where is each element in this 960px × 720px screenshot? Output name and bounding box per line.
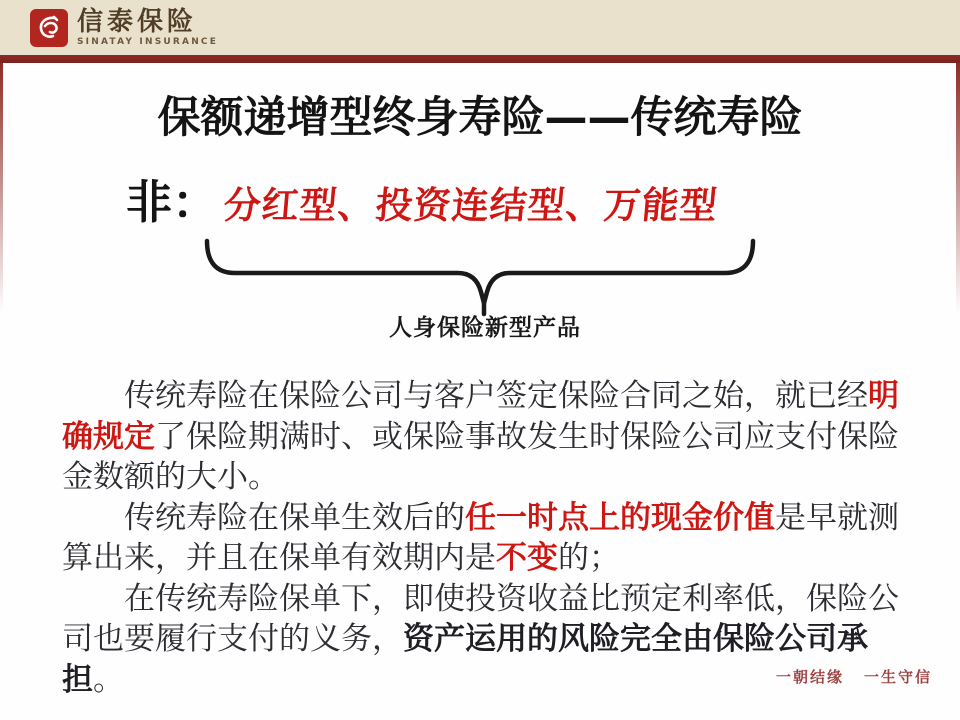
body-segment: 传统寿险在保险公司与客户签定保险合同之始，就已经: [62, 378, 868, 414]
footer-motto: [776, 666, 932, 687]
body-highlight: 明确规定: [62, 378, 899, 455]
brace-graphic: [190, 232, 770, 320]
brand-text: [77, 6, 219, 47]
negation-line: [126, 166, 718, 232]
page-title: 保额递增型终身寿险——传统寿险: [157, 93, 803, 143]
body-text: [62, 376, 914, 700]
body-segment: 。: [93, 661, 124, 698]
negation-prefix: 非：: [126, 175, 218, 229]
company-logo: [30, 6, 219, 47]
body-paragraph: [62, 498, 914, 579]
motto-right: 一生守信: [863, 668, 932, 686]
motto-left: 一朝结缘: [775, 668, 844, 686]
dragon-seal-icon: [30, 9, 68, 47]
brace-label: 人身保险新型产品: [389, 315, 581, 341]
body-highlight: 任一时点上的现金价值: [465, 499, 775, 536]
body-paragraph: [62, 376, 914, 498]
header-band: [0, 0, 960, 55]
body-segment: 在传统寿险保单下，即使投资收益比预定利率低，保险公司也要履行支付的义务，: [62, 580, 899, 657]
brand-name-english: SINATAY INSURANCE: [77, 36, 219, 47]
header-divider-bar: [0, 55, 960, 63]
brand-name-chinese: 信泰保险: [77, 6, 198, 37]
body-segment: 了保险期满时、或保险事故发生时保险公司应支付保险金数额的大小。: [62, 418, 899, 495]
body-highlight: 资产运用的风险完全由保险公司承担: [62, 621, 868, 698]
body-highlight: 不变: [496, 540, 558, 576]
negation-items: 分红型、投资连结型、万能型: [221, 184, 720, 227]
body-segment: 传统寿险在保单生效后的: [62, 499, 465, 536]
body-segment: 的；: [558, 540, 620, 576]
body-segment: 是早就测算出来，并且在保单有效期内是: [62, 499, 899, 576]
